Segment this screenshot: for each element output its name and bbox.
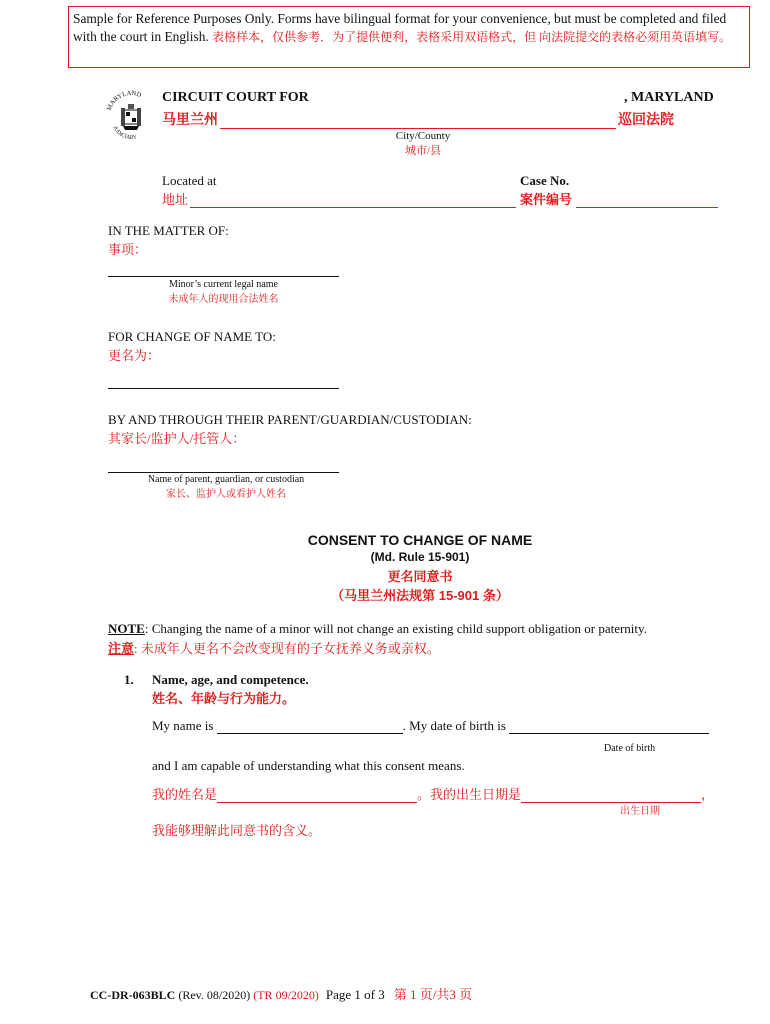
form-id: CC-DR-063BLC <box>90 988 176 1002</box>
capable-statement-cn: 我能够理解此同意书的含义。 <box>152 823 322 838</box>
city-county-label <box>362 130 484 158</box>
change-name-to-label-cn: 更名为： <box>108 348 161 363</box>
page-number: Page 1 of 3 <box>325 987 385 1002</box>
court-title-cn <box>162 109 674 129</box>
cn-name-label: 我的姓名是 <box>152 787 218 802</box>
dob-caption: Date of birth <box>604 743 656 754</box>
court-cn-suffix: 巡回法院 <box>618 113 674 128</box>
minor-name-caption <box>108 279 339 305</box>
page-number-cn: 第 1 页/共3 页 <box>393 987 473 1002</box>
document-title-cn: 更名同意书 <box>387 569 453 584</box>
note-text-en: : Changing the name of a minor will not change an existing child support obligation or paternity. <box>144 621 647 636</box>
page-footer <box>90 984 472 1003</box>
note-label-cn: 注意 <box>108 641 135 656</box>
form-revision: (Rev. 08/2020) <box>178 988 251 1002</box>
cn-name-field[interactable] <box>217 788 417 803</box>
in-the-matter-label: IN THE MATTER OF: <box>108 223 229 238</box>
sample-notice <box>68 6 750 68</box>
court-cn-prefix: 马里兰州 <box>162 113 218 128</box>
capable-statement: and I am capable of understanding what this consent means. <box>152 758 465 773</box>
new-name-field[interactable] <box>108 388 339 389</box>
translation-revision: (TR 09/2020) <box>253 988 319 1002</box>
seal-top-text: MARYLAND <box>105 89 143 112</box>
parent-label-cn: 其家长/监护人/托管人： <box>108 431 246 446</box>
document-rule-cn: （马里兰州法规第 15-901 条） <box>331 588 509 603</box>
my-name-label: My name is <box>152 718 214 733</box>
in-the-matter-label-cn: 事项： <box>108 242 148 257</box>
located-at-label-cn: 地址 <box>162 192 189 207</box>
name-dob-row <box>152 718 709 734</box>
section-1-heading: Name, age, and competence. <box>152 672 309 687</box>
parent-name-caption-en: Name of parent, guardian, or custodian <box>147 474 305 485</box>
parent-name-caption <box>108 474 344 500</box>
city-county-label-en: City/County <box>395 130 451 142</box>
document-rule: (Md. Rule 15-901) <box>370 550 470 564</box>
dob-label: . My date of birth is <box>402 718 506 733</box>
note-text-cn: : 未成年人更名不会改变现有的子女抚养义务或亲权。 <box>134 641 440 656</box>
dob-field[interactable] <box>509 719 709 734</box>
note-en <box>108 621 647 637</box>
document-title: CONSENT TO CHANGE OF NAME <box>307 532 533 548</box>
my-name-field[interactable] <box>217 719 403 734</box>
parent-name-field[interactable] <box>108 472 339 473</box>
note-label-en: NOTE <box>108 621 145 636</box>
cn-dob-label: 。我的出生日期是 <box>417 787 522 802</box>
notice-text-en: Sample for Reference Purposes Only. Forms have bilingual format for your convenience, but must be completed and filed with the court in English. <box>73 11 727 44</box>
city-county-field[interactable] <box>220 114 616 129</box>
seal-bottom-text: JUDICIARY <box>111 125 138 142</box>
minor-name-caption-cn: 未成年人的现用合法姓名 <box>168 294 279 305</box>
change-name-to-label: FOR CHANGE OF NAME TO: <box>108 329 276 344</box>
case-no-label: Case No. <box>520 173 570 188</box>
cn-dob-caption: 出生日期 <box>620 806 660 817</box>
located-at-label: Located at <box>162 173 217 188</box>
case-no-label-cn: 案件编号 <box>520 192 573 207</box>
section-1-heading-cn: 姓名、年龄与行为能力。 <box>152 691 296 706</box>
minor-name-caption-en: Minor’s current legal name <box>169 279 278 290</box>
located-at-cn-row <box>162 189 516 208</box>
case-no-cn-row <box>520 189 718 208</box>
minor-name-field[interactable] <box>108 276 339 277</box>
case-no-field[interactable] <box>576 193 718 208</box>
location-field[interactable] <box>190 193 516 208</box>
cn-dob-field[interactable] <box>521 788 701 803</box>
maryland-judiciary-seal-icon <box>104 86 158 146</box>
city-county-label-cn: 城市/县 <box>404 145 442 157</box>
parent-label: BY AND THROUGH THEIR PARENT/GUARDIAN/CUSTODIAN: <box>108 412 472 427</box>
section-1-number: 1. <box>124 672 134 687</box>
notice-text-cn: 表格样本，仅供参考．为了提供便利，表格采用双语格式，但 向法院提交的表格必须用英语填写。 <box>212 30 732 44</box>
court-state: , MARYLAND <box>624 90 714 105</box>
name-dob-row-cn <box>152 784 714 803</box>
court-title: CIRCUIT COURT FOR <box>162 90 309 105</box>
note-cn <box>108 638 440 657</box>
cn-comma: ， <box>701 787 715 802</box>
parent-name-caption-cn: 家长、监护人或看护人姓名 <box>166 489 286 500</box>
